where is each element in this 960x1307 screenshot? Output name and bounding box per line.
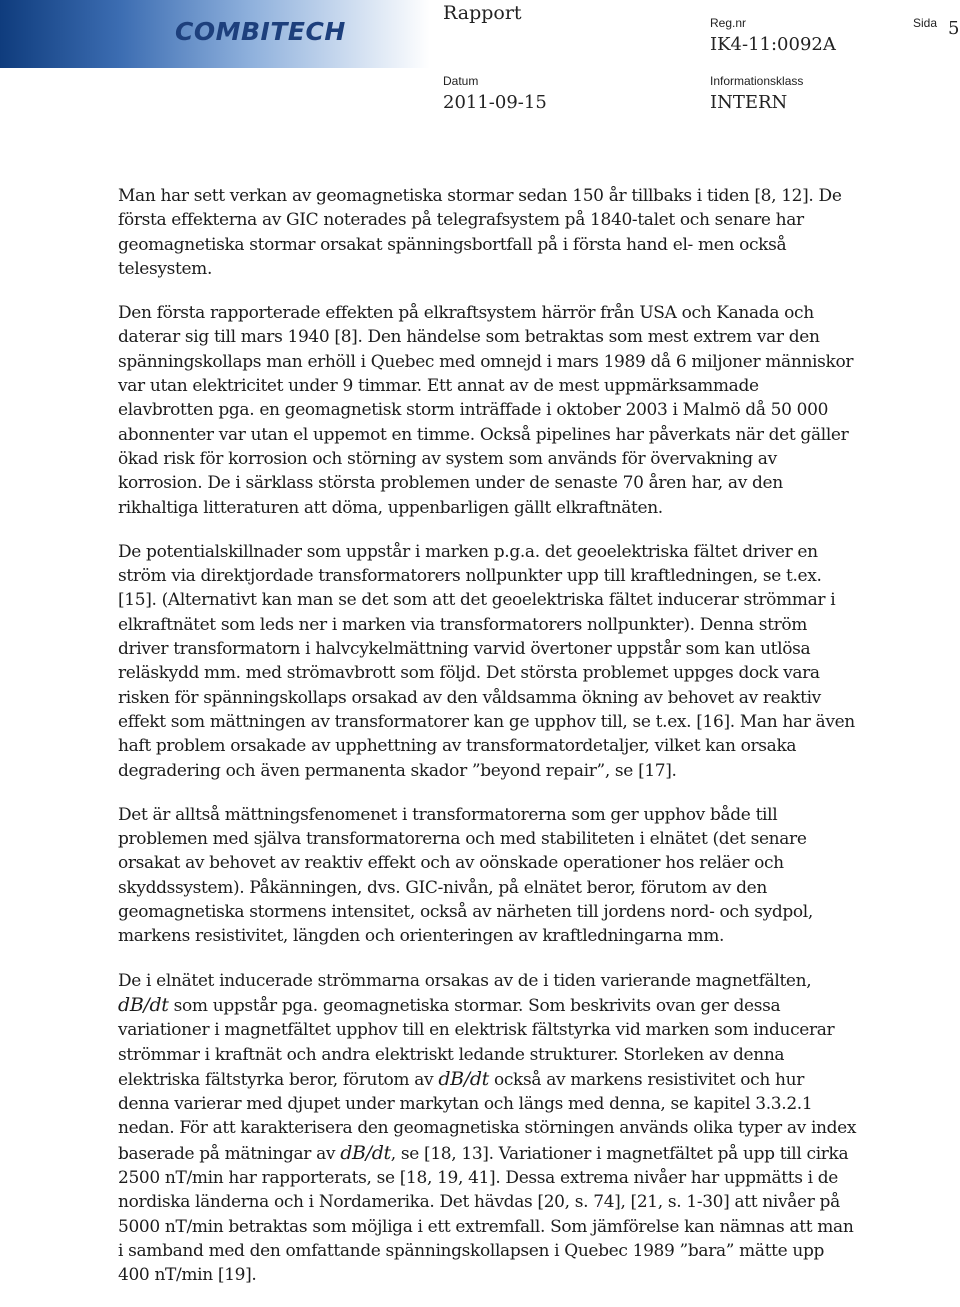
document-type: Rapport [443,2,522,24]
document-body [118,184,858,1307]
logo-banner [0,0,430,68]
regnr-value: IK4-11:0092A [710,34,836,55]
paragraph-5-part-d: , se [18, 13]. Variationer i magnetfältet på upp till cirka 2500 nT/min har rapporterats, se [18, 19, 41]. Dessa extrema nivåer har uppmätts i de nordiska länderna och i Nordamerika. Det hävdas [20, s. 74], [21, s. 1-30] att nivåer på 5000 nT/min betraktas som möjliga i ett extremfall. Som jämförelse kan nämnas att man i samband med den omfattande spänningskollapsen i Quebec 1989 ”bara” mätte upp 400 nT/min [19]. [118,1143,854,1286]
paragraph-5-part-c: också av markens resistivitet och hur denna varierar med djupet under markytan och längs med denna, se kapitel 3.3.2.1 nedan. För att karakterisera den geomagnetiska störningen används olika typer av index baserade på mätningar av [118,1069,857,1164]
paragraph-3: De potentialskillnader som uppstår i marken p.g.a. det geoelektriska fältet driver en ström via direktjordade transformatorers nollpunkter upp till kraftledningen, se t.ex. [15]. (Alternativt kan man se det som att det geoelektriska fältet inducerar strömmar i elkraftnätet som leds ner i marken via transformatorers nollpunkter). Denna ström driver transformatorn i halvcykelmättning varvid övertoner uppstår som kan utlösa reläskydd mm. med strömavbrott som följd. Det största problemet uppges dock vara risken för spänningskollaps orsakad av den våldsamma ökning av behovet av reaktiv effekt som mättningen av transformatorer kan ge upphov till, se t.ex. [16]. Man har även haft problem orsakade av upphettning av transformatordetaljer, vilket kan orsaka degradering och även permanenta skador ”beyond repair”, se [17]. [118,541,855,781]
datum-value: 2011-09-15 [443,92,547,113]
paragraph-5-part-b: som uppstår pga. geomagnetiska stormar. Som beskrivits ovan ger dessa variationer i magnetfältet upphov till en elektrisk fältstyrka vid marken som inducerar strömmar i kraftnät och andra elektriskt ledande strukturer. Storleken av denna elektriska fältstyrka beror, förutom av [118,995,835,1090]
company-logo: COMBITECH [175,17,346,46]
infoklass-value: INTERN [710,92,788,113]
page-header [0,0,960,140]
paragraph-2: Den första rapporterade effekten på elkraftsystem härrör från USA och Kanada och daterar sig till mars 1940 [8]. Den händelse som betraktas som mest extrem var den spänningskollaps man erhöll i Quebec med omnejd i mars 1989 då 6 miljoner människor var utan elektricitet under 9 timmar. Ett annat av de mest uppmärksammade elavbrotten pga. en geomagnetisk storm inträffade i oktober 2003 i Malmö då 50 000 abonnenter var utan el uppemot en timme. Också pipelines har påverkats när det gäller ökad risk för korrosion och störning av system som används för övervakning av korrosion. De i särklass största problemen under de senaste 70 åren har, av den rikhaltiga litteraturen att döma, uppenbarligen gällt elkraftnäten. [118,303,854,518]
math-dbdt: dB/dt [340,1141,391,1164]
datum-label: Datum [443,74,479,88]
infoklass-label: Informationsklass [710,74,804,88]
paragraph-5 [118,969,858,1288]
math-dbdt: dB/dt [118,993,169,1016]
paragraph-4: Det är alltså mättningsfenomenet i transformatorerna som ger upphov både till problemen med själva transformatorerna och med stabiliteten i elnätet (det senare orsakat av behovet av reaktiv effekt och av oönskade operationer hos reläer och skyddssystem). Påkänningen, dvs. GIC-nivån, på elnätet beror, förutom av den geomagnetiska stormens intensitet, också av närheten till jordens nord- och sydpol, markens resistivitet, längden och orienteringen av kraftledningarna mm. [118,804,813,947]
math-dbdt: dB/dt [438,1067,489,1090]
sida-label: Sida [913,16,938,30]
paragraph-5-part-a: De i elnätet inducerade strömmarna orsakas av de i tiden varierande magnetfälten, [118,970,812,991]
page-number: 5 [948,18,960,39]
paragraph-1: Man har sett verkan av geomagnetiska stormar sedan 150 år tillbaks i tiden [8, 12]. De första effekterna av GIC noterades på telegrafsystem på 1840-talet och senare har geomagnetiska stormar orsakat spänningsbortfall på i första hand el- men också telesystem. [118,186,842,279]
regnr-label: Reg.nr [710,16,747,30]
